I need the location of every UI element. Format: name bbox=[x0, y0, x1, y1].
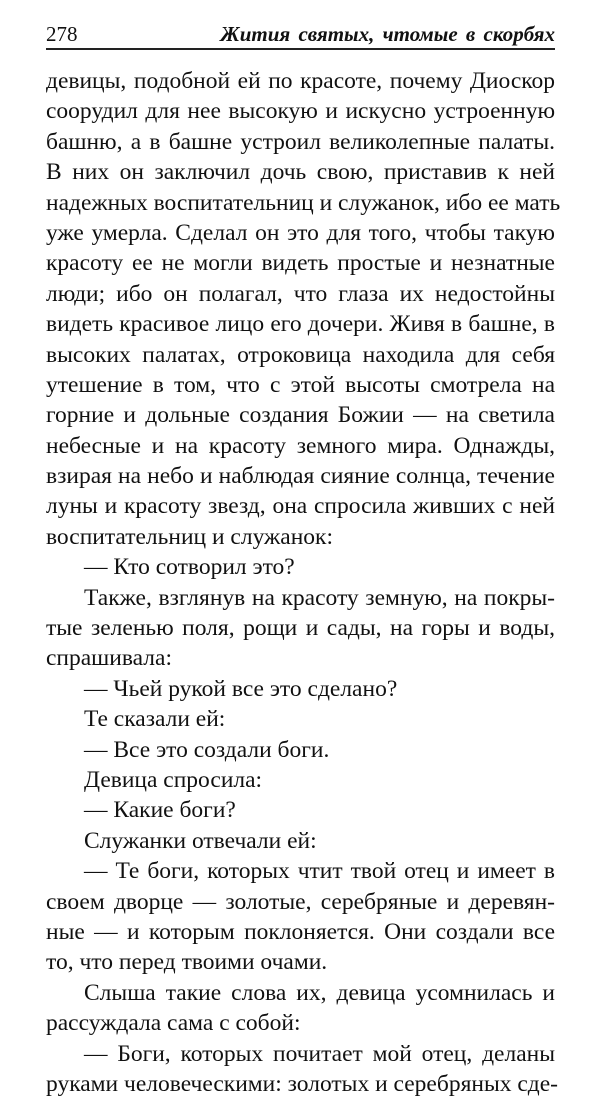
text-line: соорудил для нее высокую и искусно устроенную bbox=[46, 98, 555, 125]
text-line: уже умерла. Сделал он это для того, чтобы такую bbox=[46, 219, 555, 246]
text-line: Девица спросила: bbox=[84, 766, 263, 793]
text-line: — Те боги, которых чтит твой отец и имеет в bbox=[84, 858, 555, 885]
text-line: видеть красивое лицо его дочери. Живя в башне, в bbox=[46, 311, 555, 338]
running-head bbox=[46, 22, 555, 48]
text-line: Слыша такие слова их, девица усомнилась и bbox=[84, 979, 555, 1006]
text-line: взирая на небо и наблюдая сияние солнца, течение bbox=[46, 463, 555, 490]
text-line: руками человеческими: золотых и серебряных сде- bbox=[46, 1070, 559, 1097]
body-text bbox=[46, 66, 561, 1099]
text-line: ные — и которым поклоняется. Они создали все bbox=[46, 918, 555, 945]
text-line: — Все это создали боги. bbox=[84, 736, 330, 763]
running-title: Жития святых, чтомые в скорбях bbox=[220, 22, 555, 46]
text-line: луны и красоту звезд, она спросила живших с ней bbox=[46, 493, 555, 520]
text-line: Служанки отвечали ей: bbox=[84, 827, 317, 854]
text-line: В них он заключил дочь свою, приставив к ней bbox=[46, 159, 555, 186]
text-line: высоких палатах, отроковица находила для себя bbox=[46, 341, 555, 368]
text-line: Те сказали ей: bbox=[84, 706, 226, 733]
text-line: красоту ее не могли видеть простые и незнатные bbox=[46, 250, 555, 277]
text-line: Также, взглянув на красоту земную, на покры- bbox=[84, 584, 555, 611]
text-line: рассуждала сама с собой: bbox=[46, 1010, 301, 1037]
text-line: девицы, подобной ей по красоте, почему Диоскор bbox=[46, 68, 555, 94]
text-line: то, что перед твоими очами. bbox=[46, 949, 328, 976]
page-number: 278 bbox=[46, 22, 78, 46]
header-rule bbox=[46, 48, 555, 50]
text-line: башню, а в башне устроил великолепные палаты. bbox=[46, 128, 555, 155]
text-line: люди; ибо он полагал, что глаза их недостойны bbox=[46, 280, 555, 307]
text-line: своем дворце — золотые, серебряные и деревян- bbox=[46, 888, 555, 915]
text-line: воспитательниц и служанок: bbox=[46, 523, 333, 550]
text-line: — Боги, которых почитает мой отец, деланы bbox=[84, 1040, 555, 1067]
text-line: спрашивала: bbox=[46, 645, 172, 672]
text-line: — Какие боги? bbox=[84, 797, 236, 824]
text-line: — Чьей рукой все это сделано? bbox=[84, 675, 398, 702]
text-line: — Кто сотворил это? bbox=[84, 554, 295, 581]
text-line: небесные и на красоту земного мира. Однажды, bbox=[46, 432, 555, 459]
text-line: утешение в том, что с этой высоты смотрела на bbox=[46, 371, 555, 398]
text-line: горние и дольные создания Божии — на светила bbox=[46, 402, 555, 429]
text-line: тые зеленью поля, рощи и сады, на горы и воды, bbox=[46, 615, 555, 642]
text-line: надежных воспитательниц и служанок, ибо ее мать bbox=[46, 189, 561, 216]
